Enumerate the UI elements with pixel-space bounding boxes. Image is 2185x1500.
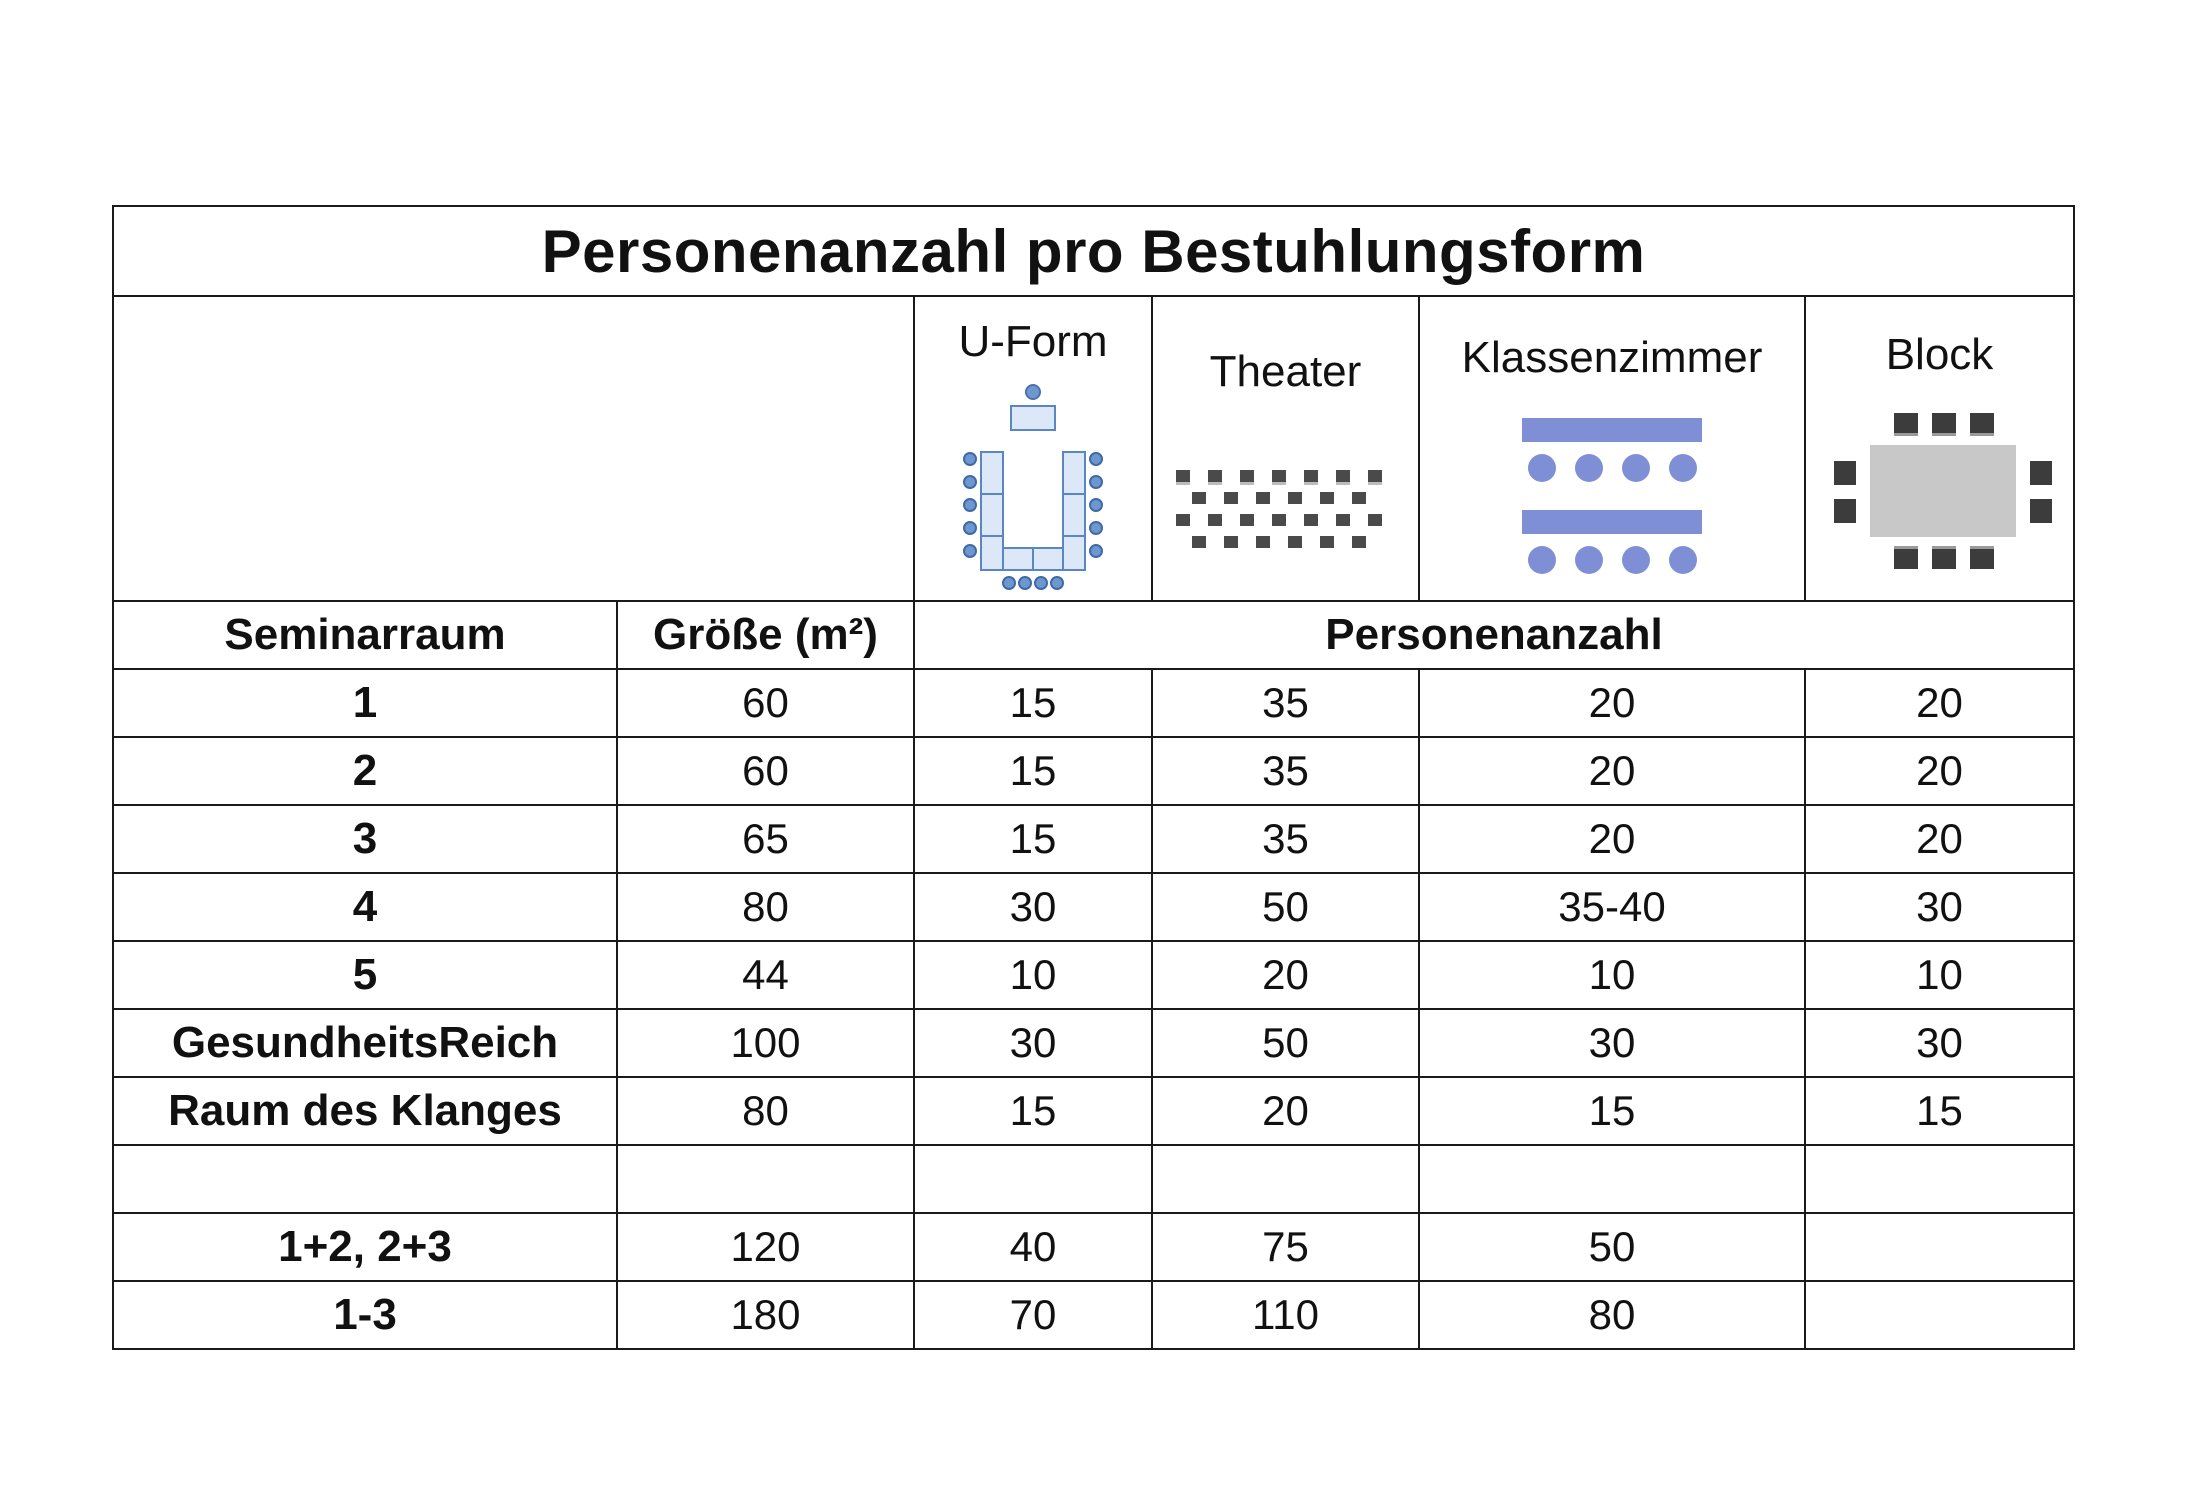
table-title: Personenanzahl pro Bestuhlungsform [113, 206, 2074, 296]
u-form-cell: 10 [914, 941, 1152, 1009]
header-groesse: Größe (m²) [617, 601, 914, 669]
size-cell: 120 [617, 1213, 914, 1281]
blank-header-cell [113, 296, 914, 601]
table-row [113, 669, 2074, 737]
layout-header-classroom [1419, 296, 1805, 601]
layout-header-u-form [914, 296, 1152, 601]
spacer-row [113, 1145, 2074, 1213]
u-form-cell: 15 [914, 737, 1152, 805]
size-cell: 180 [617, 1281, 914, 1349]
classroom-cell: 20 [1419, 805, 1805, 873]
theater-cell: 50 [1152, 873, 1419, 941]
classroom-seating-icon [1520, 416, 1704, 576]
block-cell: 20 [1805, 737, 2074, 805]
room-cell: 1 [113, 669, 617, 737]
block-cell: 30 [1805, 873, 2074, 941]
u-form-cell: 15 [914, 669, 1152, 737]
layout-label-u-form: U-Form [958, 316, 1108, 366]
layout-label-block: Block [1885, 329, 1994, 379]
table-row [113, 1009, 2074, 1077]
room-cell: Raum des Klanges [113, 1077, 617, 1145]
room-cell: 1-3 [113, 1281, 617, 1349]
header-personenanzahl: Personenanzahl [914, 601, 2074, 669]
room-cell: 1+2, 2+3 [113, 1213, 617, 1281]
layout-header-theater [1152, 296, 1419, 601]
theater-cell: 110 [1152, 1281, 1419, 1349]
theater-cell: 50 [1152, 1009, 1419, 1077]
block-cell: 20 [1805, 805, 2074, 873]
theater-cell: 75 [1152, 1213, 1419, 1281]
classroom-cell: 80 [1419, 1281, 1805, 1349]
classroom-cell: 20 [1419, 737, 1805, 805]
theater-cell: 35 [1152, 669, 1419, 737]
size-cell: 80 [617, 873, 914, 941]
classroom-cell: 20 [1419, 669, 1805, 737]
block-cell: 30 [1805, 1009, 2074, 1077]
theater-cell: 35 [1152, 737, 1419, 805]
u-form-cell: 15 [914, 805, 1152, 873]
block-cell: 20 [1805, 669, 2074, 737]
theater-cell: 20 [1152, 941, 1419, 1009]
table-row [113, 1213, 2074, 1281]
size-cell: 60 [617, 669, 914, 737]
u-form-cell: 30 [914, 1009, 1152, 1077]
size-cell: 65 [617, 805, 914, 873]
room-cell: 3 [113, 805, 617, 873]
theater-seating-icon [1174, 466, 1398, 562]
size-cell: 44 [617, 941, 914, 1009]
block-cell: 10 [1805, 941, 2074, 1009]
classroom-cell: 10 [1419, 941, 1805, 1009]
layout-header-block [1805, 296, 2074, 601]
room-cell: GesundheitsReich [113, 1009, 617, 1077]
u-form-seating-icon [943, 382, 1123, 592]
table-row [113, 805, 2074, 873]
layout-label-classroom: Klassenzimmer [1461, 332, 1763, 382]
block-cell [1805, 1281, 2074, 1349]
block-seating-icon [1820, 409, 2060, 579]
classroom-cell: 35-40 [1419, 873, 1805, 941]
seating-capacity-table [112, 205, 2075, 1350]
block-cell [1805, 1213, 2074, 1281]
u-form-cell: 15 [914, 1077, 1152, 1145]
room-cell: 2 [113, 737, 617, 805]
u-form-cell: 70 [914, 1281, 1152, 1349]
classroom-cell: 15 [1419, 1077, 1805, 1145]
u-form-cell: 40 [914, 1213, 1152, 1281]
u-form-cell: 30 [914, 873, 1152, 941]
room-cell: 4 [113, 873, 617, 941]
table-row [113, 1281, 2074, 1349]
header-seminarraum: Seminarraum [113, 601, 617, 669]
block-cell: 15 [1805, 1077, 2074, 1145]
table-row [113, 1077, 2074, 1145]
table-row [113, 941, 2074, 1009]
theater-cell: 20 [1152, 1077, 1419, 1145]
size-cell: 60 [617, 737, 914, 805]
size-cell: 80 [617, 1077, 914, 1145]
size-cell: 100 [617, 1009, 914, 1077]
layout-label-theater: Theater [1209, 346, 1362, 396]
table-row [113, 873, 2074, 941]
classroom-cell: 50 [1419, 1213, 1805, 1281]
table-row [113, 737, 2074, 805]
room-cell: 5 [113, 941, 617, 1009]
theater-cell: 35 [1152, 805, 1419, 873]
classroom-cell: 30 [1419, 1009, 1805, 1077]
